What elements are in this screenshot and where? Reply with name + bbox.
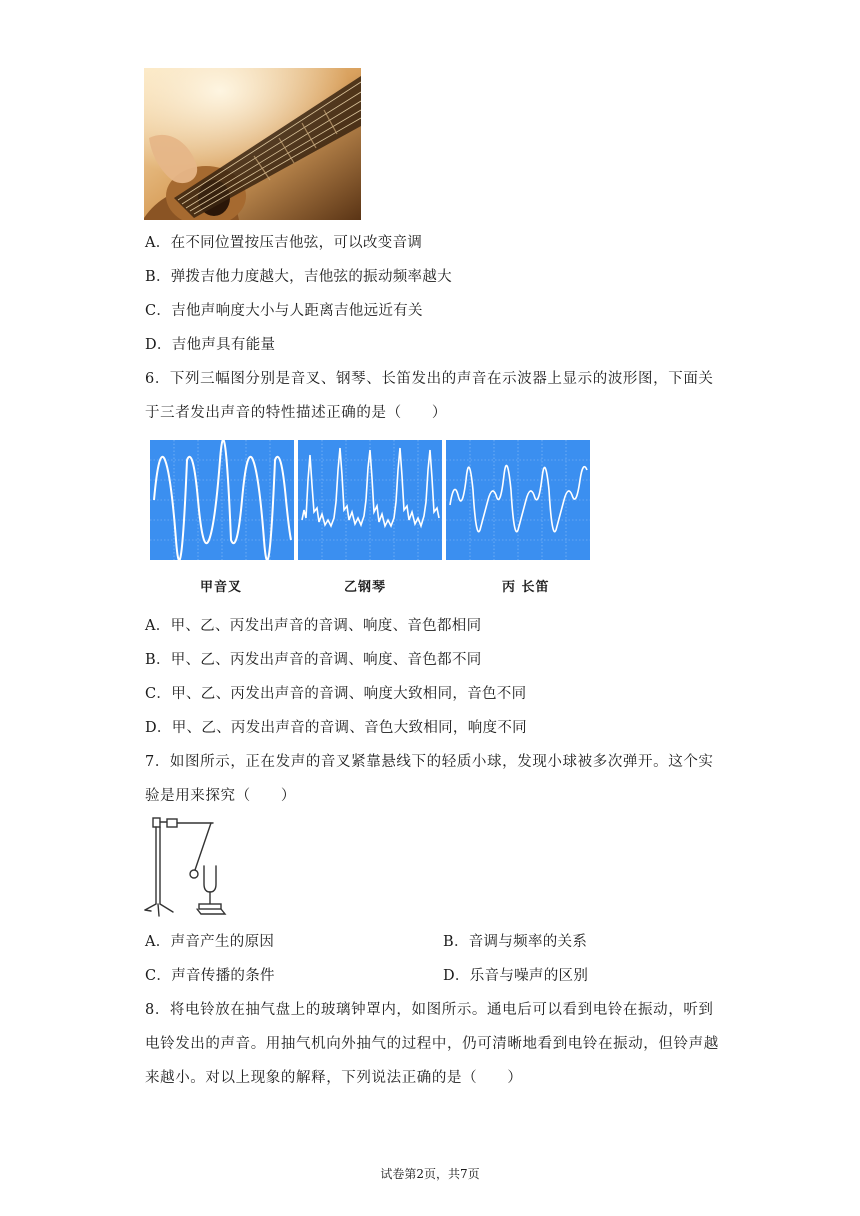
q7-option-c: C．声音传播的条件: [145, 968, 275, 984]
oscilloscope-piano: [298, 440, 442, 560]
guitar-photo: [144, 68, 361, 220]
q5-option-b: B．弹拨吉他力度越大，吉他弦的振动频率越大: [145, 269, 452, 285]
q7-option-a: A．声音产生的原因: [145, 934, 275, 950]
q7-option-d: D．乐音与噪声的区别: [443, 968, 589, 984]
label-piano: 乙钢琴: [344, 580, 387, 595]
page-footer: 试卷第2页，共7页: [380, 1167, 480, 1181]
q8-stem-line2: 电铃发出的声音。用抽气机向外抽气的过程中，仍可清晰地看到电铃在振动，但铃声越: [145, 1036, 719, 1052]
q7-option-b: B．音调与频率的关系: [443, 934, 588, 950]
q5-option-d: D．吉他声具有能量: [145, 337, 276, 353]
q7-stem-line2: 验是用来探究（ ）: [145, 788, 296, 804]
q6-option-d: D．甲、乙、丙发出声音的音调、音色大致相同，响度不同: [145, 720, 527, 736]
q7-stem-line1: 7．如图所示，正在发声的音叉紧靠悬线下的轻质小球，发现小球被多次弹开。这个实: [145, 754, 714, 770]
tuning-fork-pendulum-diagram: [143, 812, 239, 918]
q6-stem-line1: 6．下列三幅图分别是音叉、钢琴、长笛发出的声音在示波器上显示的波形图，下面关: [145, 371, 714, 387]
q6-option-b: B．甲、乙、丙发出声音的音调、响度、音色都不同: [145, 652, 482, 668]
q6-stem-line2: 于三者发出声音的特性描述正确的是（ ）: [145, 405, 447, 421]
label-flute: 丙 长笛: [502, 580, 550, 595]
oscilloscope-flute: [446, 440, 590, 560]
label-tuning-fork: 甲音叉: [200, 580, 243, 595]
q6-option-a: A．甲、乙、丙发出声音的音调、响度、音色都相同: [145, 618, 482, 634]
q5-option-c: C．吉他声响度大小与人距离吉他远近有关: [145, 303, 423, 319]
q5-option-a: A．在不同位置按压吉他弦，可以改变音调: [145, 235, 423, 251]
oscilloscope-tuning-fork: [150, 440, 294, 560]
q6-option-c: C．甲、乙、丙发出声音的音调、响度大致相同，音色不同: [145, 686, 527, 702]
q8-stem-line1: 8．将电铃放在抽气盘上的玻璃钟罩内，如图所示。通电后可以看到电铃在振动，听到: [145, 1002, 714, 1018]
q8-stem-line3: 来越小。对以上现象的解释，下列说法正确的是（ ）: [145, 1070, 523, 1086]
